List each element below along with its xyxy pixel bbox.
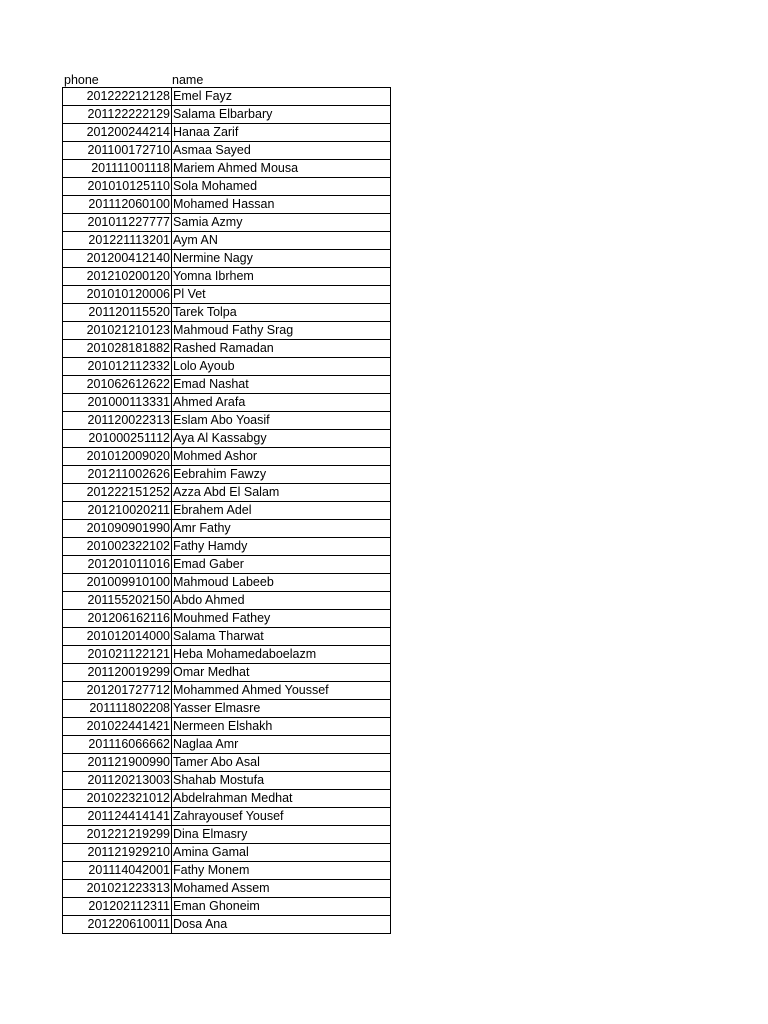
name-cell[interactable]: Mahmoud Labeeb <box>172 574 391 592</box>
phone-cell[interactable]: 201012009020 <box>63 448 172 466</box>
phone-cell[interactable]: 201022321012 <box>63 790 172 808</box>
table-row <box>63 826 391 844</box>
name-cell[interactable]: Aym AN <box>172 232 391 250</box>
phone-cell[interactable]: 201206162116 <box>63 610 172 628</box>
phone-cell[interactable]: 201116066662 <box>63 736 172 754</box>
phone-cell[interactable]: 201120115520 <box>63 304 172 322</box>
phone-cell[interactable]: 201201727712 <box>63 682 172 700</box>
phone-cell[interactable]: 201012112332 <box>63 358 172 376</box>
name-column-header: name <box>172 73 204 87</box>
table-row <box>63 160 391 178</box>
name-cell[interactable]: Abdelrahman Medhat <box>172 790 391 808</box>
phone-cell[interactable]: 201121929210 <box>63 844 172 862</box>
name-cell[interactable]: Emad Nashat <box>172 376 391 394</box>
table-row <box>63 412 391 430</box>
table-row <box>63 808 391 826</box>
name-cell[interactable]: Mohammed Ahmed Youssef <box>172 682 391 700</box>
name-cell[interactable]: Asmaa Sayed <box>172 142 391 160</box>
name-cell[interactable]: Dosa Ana <box>172 916 391 934</box>
name-cell[interactable]: Fathy Hamdy <box>172 538 391 556</box>
table-row <box>63 502 391 520</box>
name-cell[interactable]: Tamer Abo Asal <box>172 754 391 772</box>
phone-cell[interactable]: 201012014000 <box>63 628 172 646</box>
table-row <box>63 790 391 808</box>
table-row <box>63 736 391 754</box>
phone-cell[interactable]: 201200412140 <box>63 250 172 268</box>
phone-cell[interactable]: 201114042001 <box>63 862 172 880</box>
header-row <box>62 69 391 87</box>
phone-cell[interactable]: 201220610011 <box>63 916 172 934</box>
phone-cell[interactable]: 201111001118 <box>63 160 172 178</box>
phone-cell[interactable]: 201062612622 <box>63 376 172 394</box>
table-row <box>63 772 391 790</box>
name-cell[interactable]: Samia Azmy <box>172 214 391 232</box>
name-cell[interactable]: Azza Abd El Salam <box>172 484 391 502</box>
table-row <box>63 844 391 862</box>
table-row <box>63 142 391 160</box>
name-cell[interactable]: Dina Elmasry <box>172 826 391 844</box>
table-row <box>63 538 391 556</box>
name-cell[interactable]: Zahrayousef Yousef <box>172 808 391 826</box>
name-cell[interactable]: Pl Vet <box>172 286 391 304</box>
phone-cell[interactable]: 201011227777 <box>63 214 172 232</box>
table-row <box>63 232 391 250</box>
table-row <box>63 520 391 538</box>
phone-cell[interactable]: 201000251112 <box>63 430 172 448</box>
phone-cell[interactable]: 201120019299 <box>63 664 172 682</box>
table-row <box>63 178 391 196</box>
phone-cell[interactable]: 201000113331 <box>63 394 172 412</box>
name-cell[interactable]: Heba Mohamedaboelazm <box>172 646 391 664</box>
table-row <box>63 754 391 772</box>
table-row <box>63 448 391 466</box>
name-cell[interactable]: Mahmoud Fathy Srag <box>172 322 391 340</box>
name-cell[interactable]: Salama Tharwat <box>172 628 391 646</box>
phone-cell[interactable]: 201202112311 <box>63 898 172 916</box>
table-row <box>63 718 391 736</box>
phone-cell[interactable]: 201124414141 <box>63 808 172 826</box>
name-cell[interactable]: Sola Mohamed <box>172 178 391 196</box>
phone-cell[interactable]: 201111802208 <box>63 700 172 718</box>
contacts-table <box>62 87 391 934</box>
phone-cell[interactable]: 201211002626 <box>63 466 172 484</box>
name-cell[interactable]: Mouhmed Fathey <box>172 610 391 628</box>
table-row <box>63 682 391 700</box>
table-row <box>63 610 391 628</box>
phone-cell[interactable]: 201021210123 <box>63 322 172 340</box>
phone-cell[interactable]: 201028181882 <box>63 340 172 358</box>
name-cell[interactable]: Emel Fayz <box>172 88 391 106</box>
name-cell[interactable]: Mohmed Ashor <box>172 448 391 466</box>
table-row <box>63 376 391 394</box>
name-cell[interactable]: Abdo Ahmed <box>172 592 391 610</box>
phone-cell[interactable]: 201090901990 <box>63 520 172 538</box>
name-cell[interactable]: Amina Gamal <box>172 844 391 862</box>
table-row <box>63 358 391 376</box>
table-row <box>63 214 391 232</box>
phone-cell[interactable]: 201120022313 <box>63 412 172 430</box>
table-row <box>63 196 391 214</box>
name-cell[interactable]: Yasser Elmasre <box>172 700 391 718</box>
name-cell[interactable]: Mohamed Assem <box>172 880 391 898</box>
name-cell[interactable]: Nermeen Elshakh <box>172 718 391 736</box>
table-row <box>63 88 391 106</box>
name-cell[interactable]: Aya Al Kassabgy <box>172 430 391 448</box>
name-cell[interactable]: Emad Gaber <box>172 556 391 574</box>
phone-cell[interactable]: 201021122121 <box>63 646 172 664</box>
name-cell[interactable]: Shahab Mostufa <box>172 772 391 790</box>
table-row <box>63 124 391 142</box>
phone-column-header: phone <box>64 73 99 87</box>
table-row <box>63 340 391 358</box>
phone-cell[interactable]: 201100172710 <box>63 142 172 160</box>
phone-cell[interactable]: 201022441421 <box>63 718 172 736</box>
table-row <box>63 556 391 574</box>
table-row <box>63 628 391 646</box>
name-cell[interactable]: Lolo Ayoub <box>172 358 391 376</box>
phone-cell[interactable]: 201210200120 <box>63 268 172 286</box>
table-body <box>63 88 391 934</box>
name-cell[interactable]: Yomna Ibrhem <box>172 268 391 286</box>
table-row <box>63 700 391 718</box>
phone-cell[interactable]: 201221219299 <box>63 826 172 844</box>
phone-cell[interactable]: 201112060100 <box>63 196 172 214</box>
phone-cell[interactable]: 201120213003 <box>63 772 172 790</box>
table-row <box>63 664 391 682</box>
name-cell[interactable]: Fathy Monem <box>172 862 391 880</box>
table-row <box>63 322 391 340</box>
table-row <box>63 286 391 304</box>
name-cell[interactable]: Mariem Ahmed Mousa <box>172 160 391 178</box>
name-cell[interactable]: Rashed Ramadan <box>172 340 391 358</box>
phone-cell[interactable]: 201210020211 <box>63 502 172 520</box>
name-cell[interactable]: Naglaa Amr <box>172 736 391 754</box>
table-row <box>63 592 391 610</box>
phone-cell[interactable]: 201121900990 <box>63 754 172 772</box>
name-cell[interactable]: Eslam Abo Yoasif <box>172 412 391 430</box>
phone-cell[interactable]: 201155202150 <box>63 592 172 610</box>
phone-cell[interactable]: 201222212128 <box>63 88 172 106</box>
table-row <box>63 880 391 898</box>
name-cell[interactable]: Hanaa Zarif <box>172 124 391 142</box>
table-row <box>63 304 391 322</box>
phone-cell[interactable]: 201122222129 <box>63 106 172 124</box>
phone-cell[interactable]: 201002322102 <box>63 538 172 556</box>
name-cell[interactable]: Tarek Tolpa <box>172 304 391 322</box>
table-row <box>63 466 391 484</box>
phone-cell[interactable]: 201010120006 <box>63 286 172 304</box>
name-cell[interactable]: Ebrahem Adel <box>172 502 391 520</box>
phone-cell[interactable]: 201222151252 <box>63 484 172 502</box>
phone-cell[interactable]: 201221113201 <box>63 232 172 250</box>
table-row <box>63 574 391 592</box>
name-cell[interactable]: Amr Fathy <box>172 520 391 538</box>
name-cell[interactable]: Nermine Nagy <box>172 250 391 268</box>
table-row <box>63 898 391 916</box>
name-cell[interactable]: Eebrahim Fawzy <box>172 466 391 484</box>
table-row <box>63 646 391 664</box>
name-cell[interactable]: Eman Ghoneim <box>172 898 391 916</box>
table-row <box>63 862 391 880</box>
table-row <box>63 268 391 286</box>
table-row <box>63 430 391 448</box>
phone-cell[interactable]: 201021223313 <box>63 880 172 898</box>
table-row <box>63 250 391 268</box>
table-row <box>63 106 391 124</box>
phone-cell[interactable]: 201010125110 <box>63 178 172 196</box>
name-cell[interactable]: Salama Elbarbary <box>172 106 391 124</box>
phone-cell[interactable]: 201201011016 <box>63 556 172 574</box>
name-cell[interactable]: Ahmed Arafa <box>172 394 391 412</box>
table-row <box>63 484 391 502</box>
table-row <box>63 394 391 412</box>
name-cell[interactable]: Omar Medhat <box>172 664 391 682</box>
phone-cell[interactable]: 201200244214 <box>63 124 172 142</box>
spreadsheet <box>62 69 391 934</box>
name-cell[interactable]: Mohamed Hassan <box>172 196 391 214</box>
table-row <box>63 916 391 934</box>
phone-cell[interactable]: 201009910100 <box>63 574 172 592</box>
